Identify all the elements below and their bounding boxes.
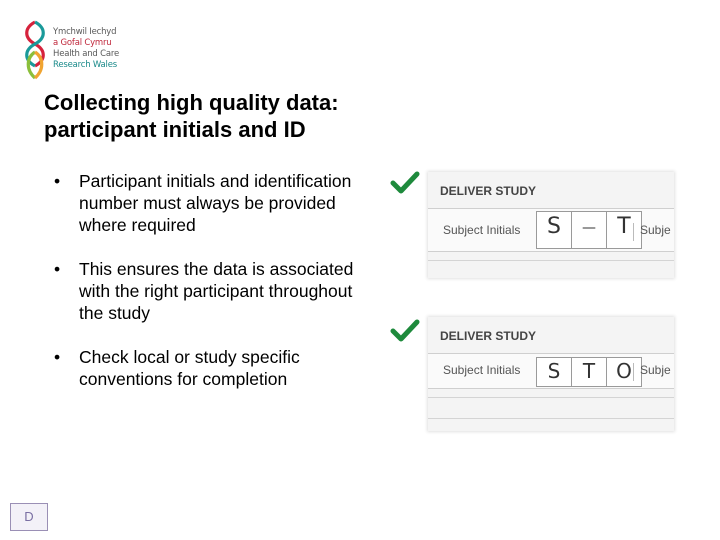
initials-row <box>428 353 674 389</box>
initials-boxes <box>536 357 641 385</box>
form-example-1 <box>428 172 674 278</box>
logo-mark-icon <box>20 20 50 82</box>
initial-value: S <box>547 214 561 239</box>
form-lines <box>428 260 674 281</box>
bullet-text: Participant initials and identification number must always be provided where required <box>79 171 352 235</box>
initial-box <box>571 357 607 387</box>
form-line <box>428 397 674 398</box>
logo <box>20 20 130 78</box>
title-line-1: Collecting high quality data: <box>44 90 339 115</box>
logo-line: a Gofal Cymru <box>53 38 112 48</box>
bullet-item <box>54 170 374 236</box>
form-lines <box>428 397 674 439</box>
bullet-list <box>54 170 374 412</box>
initial-box <box>536 211 572 249</box>
initial-value: — <box>582 220 596 236</box>
form-heading: DELIVER STUDY <box>440 184 537 198</box>
form-line <box>428 418 674 419</box>
form-heading: DELIVER STUDY <box>440 329 537 343</box>
initial-value: T <box>617 214 631 239</box>
initials-label: Subject Initials <box>443 223 521 237</box>
page-badge: D <box>10 503 48 531</box>
bullet-marker: • <box>54 171 61 191</box>
bullet-item <box>54 346 374 390</box>
bullet-text: Check local or study specific conventions for completion <box>79 347 300 389</box>
checkmark-icon <box>390 170 420 194</box>
initial-box <box>536 357 572 387</box>
initial-box <box>571 211 607 249</box>
bullet-text: This ensures the data is associated with the right participant throughout the study <box>79 259 354 323</box>
initial-value: S <box>547 359 561 383</box>
bullet-item <box>54 258 374 324</box>
initials-label: Subject Initials <box>443 363 521 377</box>
initials-boxes <box>536 211 641 247</box>
initial-value: O <box>616 359 632 383</box>
form-example-2 <box>428 317 674 431</box>
title-line-2: participant initials and ID <box>44 117 306 142</box>
form-line <box>428 260 674 261</box>
logo-line: Research Wales <box>53 60 117 70</box>
logo-line: Ymchwil Iechyd <box>53 27 117 37</box>
bullet-marker: • <box>54 347 61 367</box>
logo-text <box>53 27 119 71</box>
checkmark-icon <box>390 318 420 342</box>
next-field-label: Subje <box>633 363 674 381</box>
bullet-marker: • <box>54 259 61 279</box>
initials-row <box>428 208 674 252</box>
initial-value: T <box>582 359 596 383</box>
page-title <box>44 89 444 143</box>
logo-line: Health and Care <box>53 49 119 59</box>
next-field-label: Subje <box>633 223 674 241</box>
